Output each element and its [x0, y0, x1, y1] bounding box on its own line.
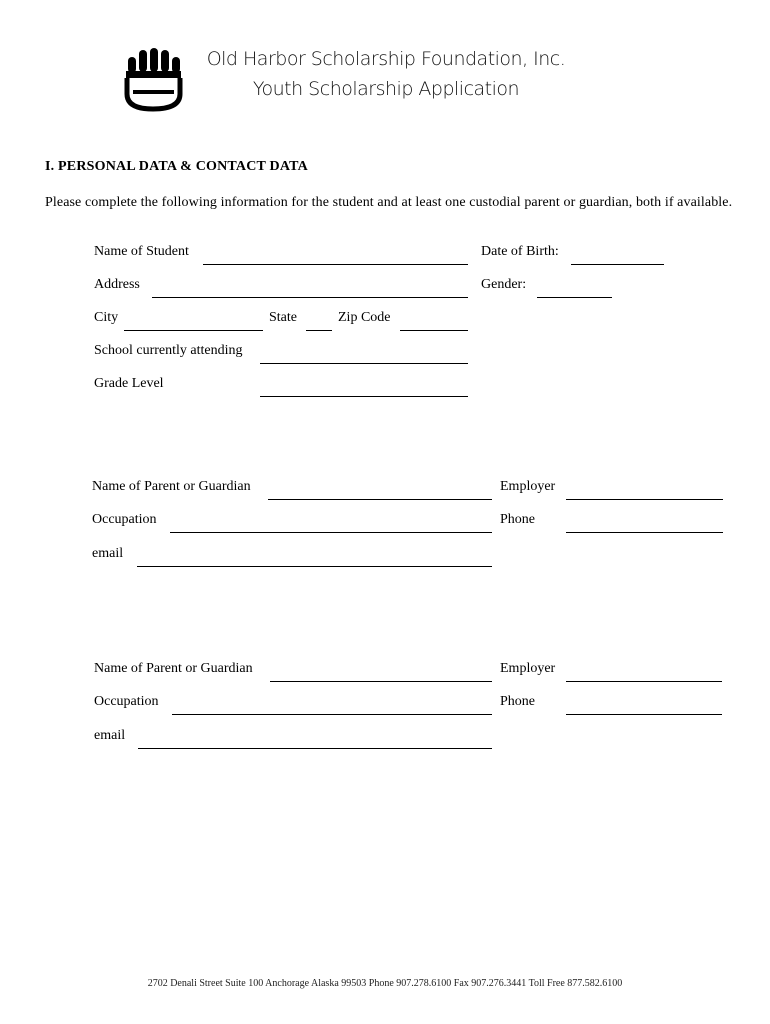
hand-seal-icon [123, 46, 183, 112]
date-of-birth-label: Date of Birth: [481, 244, 559, 259]
date-of-birth-field[interactable] [571, 264, 664, 265]
guardian1-phone-label: Phone [500, 512, 535, 527]
guardian1-occupation-label: Occupation [92, 512, 157, 527]
guardian2-employer-label: Employer [500, 661, 556, 676]
address-label: Address [94, 277, 140, 292]
guardian1-name-label: Name of Parent or Guardian [92, 479, 251, 494]
organization-name: Old Harbor Scholarship Foundation, Inc. [206, 48, 566, 70]
city-label: City [94, 310, 119, 325]
section-instructions: Please complete the following information for the student and at least one custodial parent or guardian, both if available. [45, 195, 733, 210]
address-field[interactable] [152, 297, 468, 298]
guardian2-phone-field[interactable] [566, 714, 722, 715]
guardian2-employer-field[interactable] [566, 681, 722, 682]
student-name-field[interactable] [203, 264, 468, 265]
gender-label: Gender: [481, 277, 527, 292]
guardian1-phone-field[interactable] [566, 532, 723, 533]
footer-contact-info: 2702 Denali Street Suite 100 Anchorage Alaska 99503 Phone 907.278.6100 Fax 907.276.3441 Toll Free 877.582.6100 [147, 978, 623, 989]
guardian1-employer-field[interactable] [566, 499, 723, 500]
zip-code-field[interactable] [400, 330, 468, 331]
guardian1-occupation-field[interactable] [170, 532, 492, 533]
gender-field[interactable] [537, 297, 612, 298]
form-header-title [196, 44, 576, 104]
guardian2-email-field[interactable] [138, 748, 492, 749]
guardian2-name-label: Name of Parent or Guardian [94, 661, 253, 676]
guardian1-email-label: email [92, 546, 124, 561]
guardian1-employer-label: Employer [500, 479, 556, 494]
grade-level-field[interactable] [260, 396, 468, 397]
guardian2-phone-label: Phone [500, 694, 535, 709]
guardian2-occupation-field[interactable] [172, 714, 492, 715]
grade-level-label: Grade Level [94, 376, 164, 391]
guardian2-name-field[interactable] [270, 681, 492, 682]
state-label: State [269, 310, 297, 325]
guardian2-email-label: email [94, 728, 126, 743]
guardian2-occupation-label: Occupation [94, 694, 159, 709]
form-name: Youth Scholarship Application [252, 78, 520, 100]
school-label: School currently attending [94, 343, 243, 358]
student-name-label: Name of Student [94, 244, 189, 259]
guardian1-email-field[interactable] [137, 566, 492, 567]
section-title: I. PERSONAL DATA & CONTACT DATA [45, 159, 308, 174]
guardian1-name-field[interactable] [268, 499, 492, 500]
state-field[interactable] [306, 330, 332, 331]
city-field[interactable] [124, 330, 263, 331]
zip-code-label: Zip Code [338, 310, 391, 325]
school-field[interactable] [260, 363, 468, 364]
